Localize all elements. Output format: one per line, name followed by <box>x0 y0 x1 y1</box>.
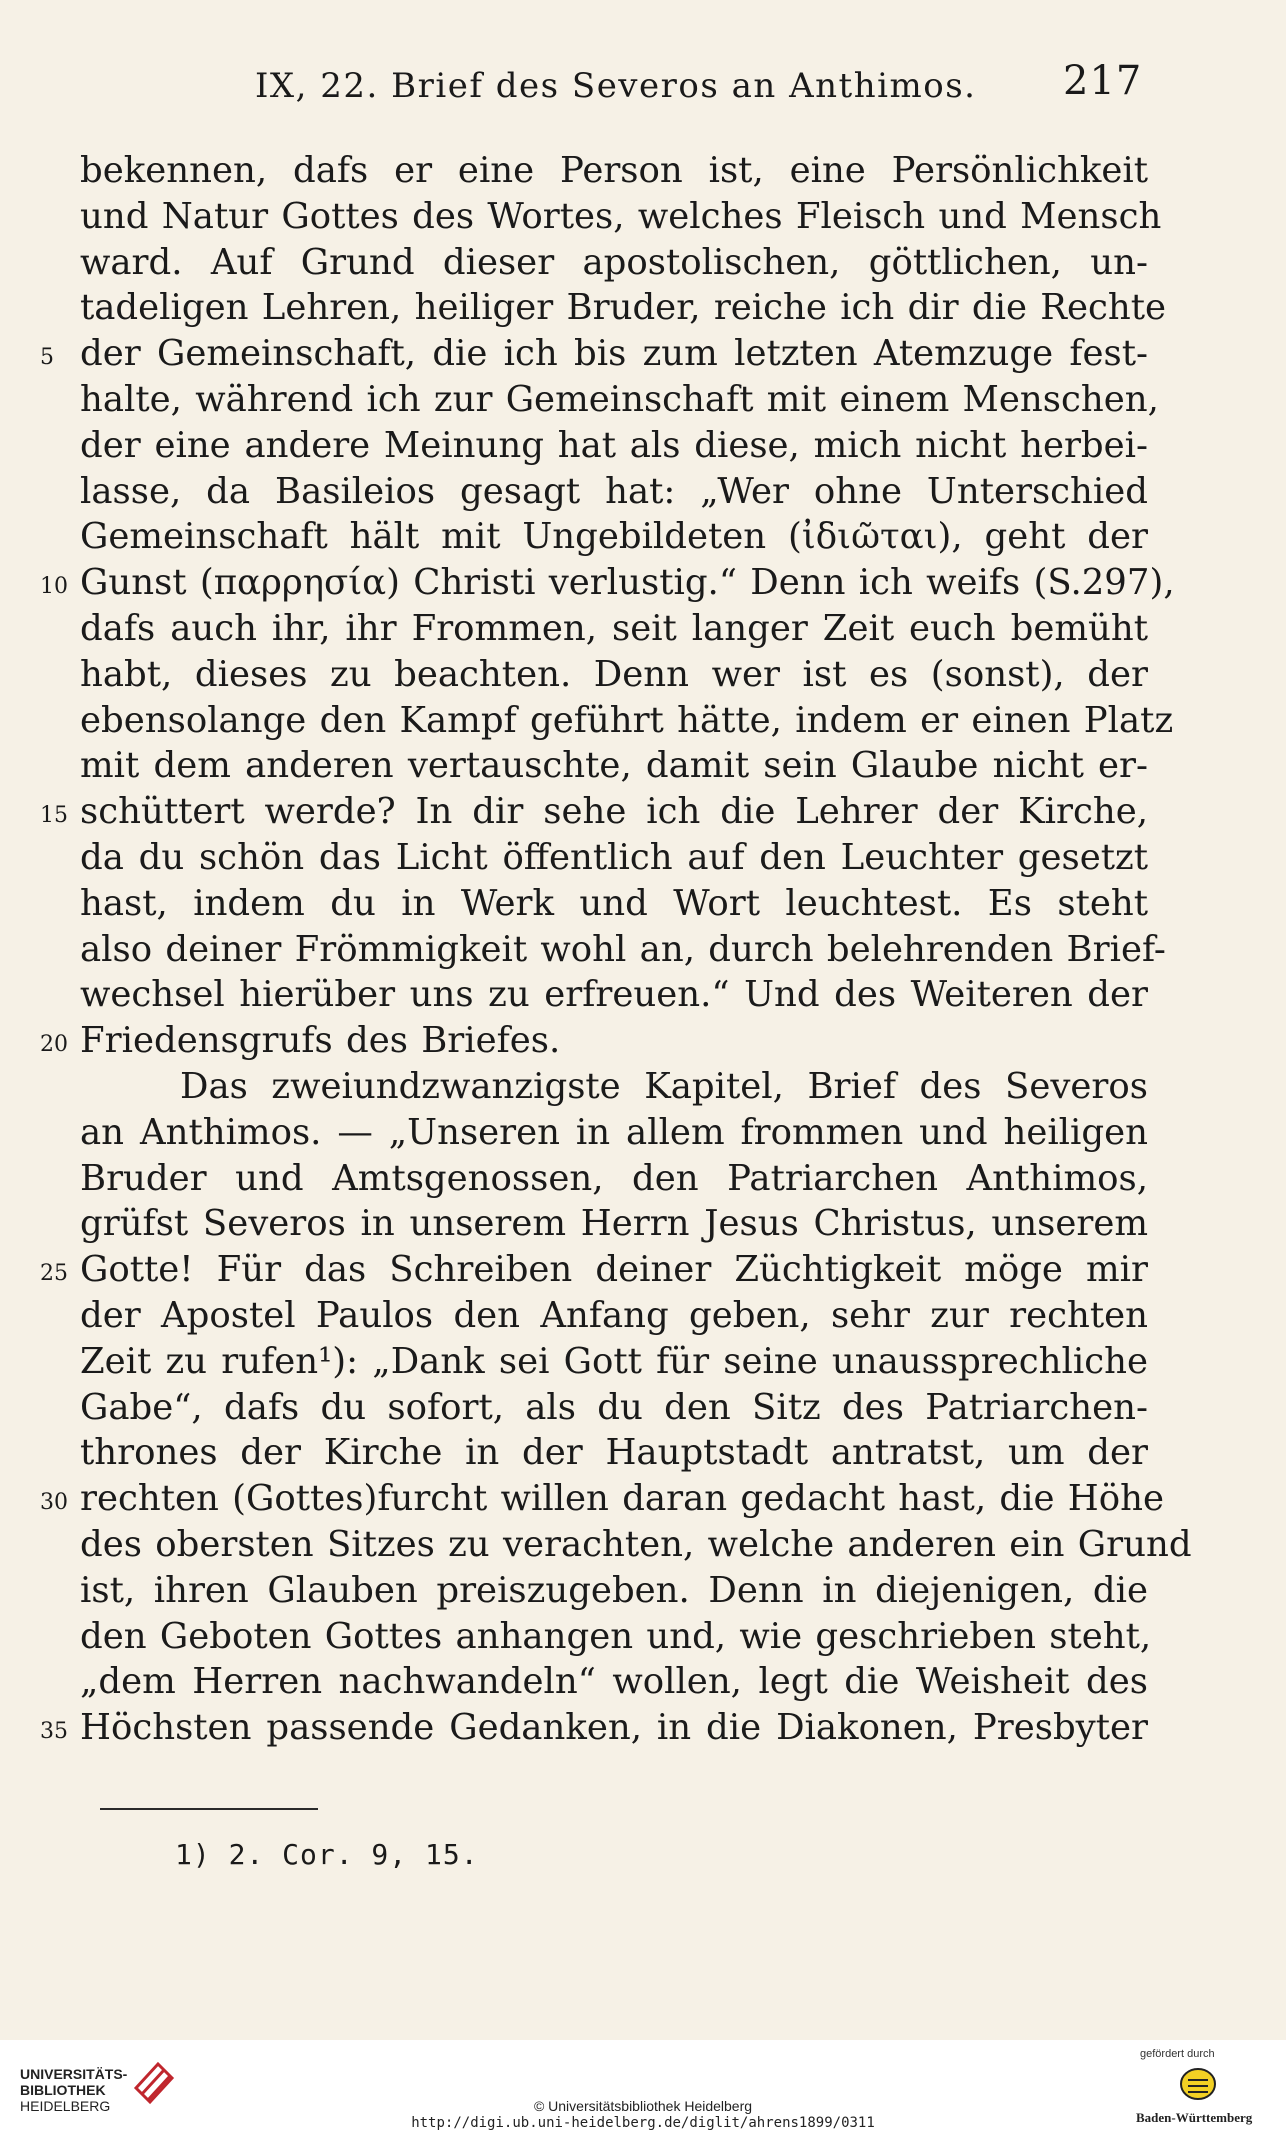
text-line <box>0 1476 1286 1522</box>
text-line <box>0 1339 1286 1385</box>
line-number: 15 <box>40 803 68 829</box>
text-line <box>0 1156 1286 1202</box>
text-line <box>0 927 1286 973</box>
line-text: habt, dieses zu beachten. Denn wer ist es (sonst), der <box>80 653 1148 695</box>
text-line <box>0 377 1286 423</box>
line-text: Gunst (παρρησία) Christi verlustig.“ Denn ich weifs (S.297), <box>80 562 1175 604</box>
line-text: Das zweiundzwanzigste Kapitel, Brief des Severos <box>180 1065 1148 1107</box>
line-text: ward. Auf Grund dieser apostolischen, göttlichen, un- <box>80 241 1148 283</box>
line-text: der eine andere Meinung hat als diese, mich nicht herbei- <box>80 424 1148 466</box>
line-text: halte, während ich zur Gemeinschaft mit einem Menschen, <box>80 378 1159 420</box>
footnote-rule <box>100 1808 318 1810</box>
text-line <box>0 469 1286 515</box>
viewer-footer <box>0 2040 1286 2134</box>
line-text: rechten (Gottes)furcht willen daran gedacht hast, die Höhe <box>80 1478 1164 1520</box>
body-text <box>0 148 1286 1751</box>
text-line <box>0 423 1286 469</box>
funded-by-label: gefördert durch <box>1140 2048 1215 2060</box>
line-text: mit dem anderen vertauschte, damit sein Glaube nicht er- <box>80 745 1148 787</box>
text-line <box>0 789 1286 835</box>
text-line <box>0 148 1286 194</box>
line-text: hast, indem du in Werk und Wort leuchtest. Es steht <box>80 882 1148 924</box>
line-number: 30 <box>40 1490 68 1516</box>
text-line <box>0 835 1286 881</box>
line-text: lasse, da Basileios gesagt hat: „Wer ohne Unterschied <box>80 470 1148 512</box>
line-number: 20 <box>40 1032 68 1058</box>
text-line <box>0 606 1286 652</box>
text-line <box>0 1018 1286 1064</box>
line-text: Höchsten passende Gedanken, in die Diakonen, Presbyter <box>80 1707 1148 1749</box>
line-text: bekennen, dafs er eine Person ist, eine Persönlichkeit <box>80 150 1148 191</box>
line-text: da du schön das Licht öffentlich auf den Leuchter gesetzt <box>80 836 1148 878</box>
text-line <box>0 560 1286 606</box>
line-number: 5 <box>40 345 54 371</box>
line-number: 10 <box>40 574 68 600</box>
line-text: dafs auch ihr, ihr Frommen, seit langer Zeit euch bemüht <box>80 607 1148 649</box>
text-line <box>0 1201 1286 1247</box>
library-name-line1: UNIVERSITÄTS- <box>20 2066 128 2082</box>
text-line <box>0 743 1286 789</box>
running-header <box>0 58 1286 118</box>
text-line <box>0 240 1286 286</box>
text-line <box>0 1659 1286 1705</box>
line-text: Gabe“, dafs du sofort, als du den Sitz des Patriarchen- <box>80 1386 1148 1428</box>
text-line <box>0 1705 1286 1751</box>
line-number: 35 <box>40 1719 68 1745</box>
text-line <box>0 1614 1286 1660</box>
running-title: IX, 22. Brief des Severos an Anthimos. <box>255 66 977 106</box>
line-text: ist, ihren Glauben preiszugeben. Denn in diejenigen, die <box>80 1569 1148 1611</box>
line-text: der Gemeinschaft, die ich bis zum letzten Atemzuge fest- <box>80 333 1148 375</box>
text-line <box>0 1247 1286 1293</box>
copyright-notice: © Universitätsbibliothek Heidelberg <box>533 2098 753 2114</box>
text-line <box>0 331 1286 377</box>
baden-wuerttemberg-seal-icon <box>1178 2064 1218 2104</box>
line-text: also deiner Frömmigkeit wohl an, durch belehrenden Brief- <box>80 928 1166 970</box>
text-line <box>0 1430 1286 1476</box>
line-text: Bruder und Amtsgenossen, den Patriarchen Anthimos, <box>80 1157 1148 1199</box>
text-line <box>0 698 1286 744</box>
text-line <box>0 652 1286 698</box>
library-name-line2: BIBLIOTHEK <box>20 2082 106 2098</box>
text-line <box>0 881 1286 927</box>
permalink-url[interactable]: http://digi.ub.uni-heidelberg.de/diglit/ahrens1899/0311 <box>411 2115 875 2131</box>
line-text: thrones der Kirche in der Hauptstadt antratst, um der <box>80 1432 1148 1474</box>
footnote: 1) 2. Cor. 9, 15. <box>175 1838 479 1871</box>
line-text: Zeit zu rufen¹): „Dank sei Gott für seine unaussprechliche <box>80 1340 1148 1382</box>
text-line <box>0 194 1286 240</box>
text-line <box>0 1568 1286 1614</box>
text-line <box>0 972 1286 1018</box>
line-text: wechsel hierüber uns zu erfreuen.“ Und des Weiteren der <box>80 974 1148 1016</box>
funder-name[interactable]: Baden-Württemberg <box>1136 2110 1253 2125</box>
line-text: und Natur Gottes des Wortes, welches Fleisch und Mensch <box>80 195 1162 237</box>
page-number: 217 <box>1063 58 1143 104</box>
line-text: der Apostel Paulos den Anfang geben, sehr zur rechten <box>80 1294 1148 1336</box>
text-line <box>0 285 1286 331</box>
text-line <box>0 1293 1286 1339</box>
line-text: „dem Herren nachwandeln“ wollen, legt die Weisheit des <box>80 1661 1148 1703</box>
line-text: an Anthimos. — „Unseren in allem frommen und heiligen <box>80 1111 1148 1153</box>
line-text: ebensolange den Kampf geführt hätte, indem er einen Platz <box>80 699 1174 741</box>
text-line <box>0 1064 1286 1110</box>
line-text: Friedensgrufs des Briefes. <box>80 1020 561 1062</box>
line-text: grüfst Severos in unserem Herrn Jesus Christus, unserem <box>80 1203 1148 1245</box>
line-text: Gemeinschaft hält mit Ungebildeten (ἰδιῶται), geht der <box>80 516 1148 558</box>
line-text: des obersten Sitzes zu verachten, welche anderen ein Grund <box>80 1523 1192 1565</box>
line-text: schüttert werde? In dir sehe ich die Lehrer der Kirche, <box>80 791 1148 833</box>
text-line <box>0 1522 1286 1568</box>
text-line <box>0 1385 1286 1431</box>
text-line <box>0 514 1286 560</box>
library-name-line3: HEIDELBERG <box>20 2098 111 2114</box>
text-line <box>0 1110 1286 1156</box>
line-text: Gotte! Für das Schreiben deiner Züchtigkeit möge mir <box>80 1249 1148 1291</box>
line-number: 25 <box>40 1261 68 1287</box>
line-text: den Geboten Gottes anhangen und, wie geschrieben steht, <box>80 1615 1152 1657</box>
line-text: tadeligen Lehren, heiliger Bruder, reiche ich dir die Rechte <box>80 287 1167 329</box>
